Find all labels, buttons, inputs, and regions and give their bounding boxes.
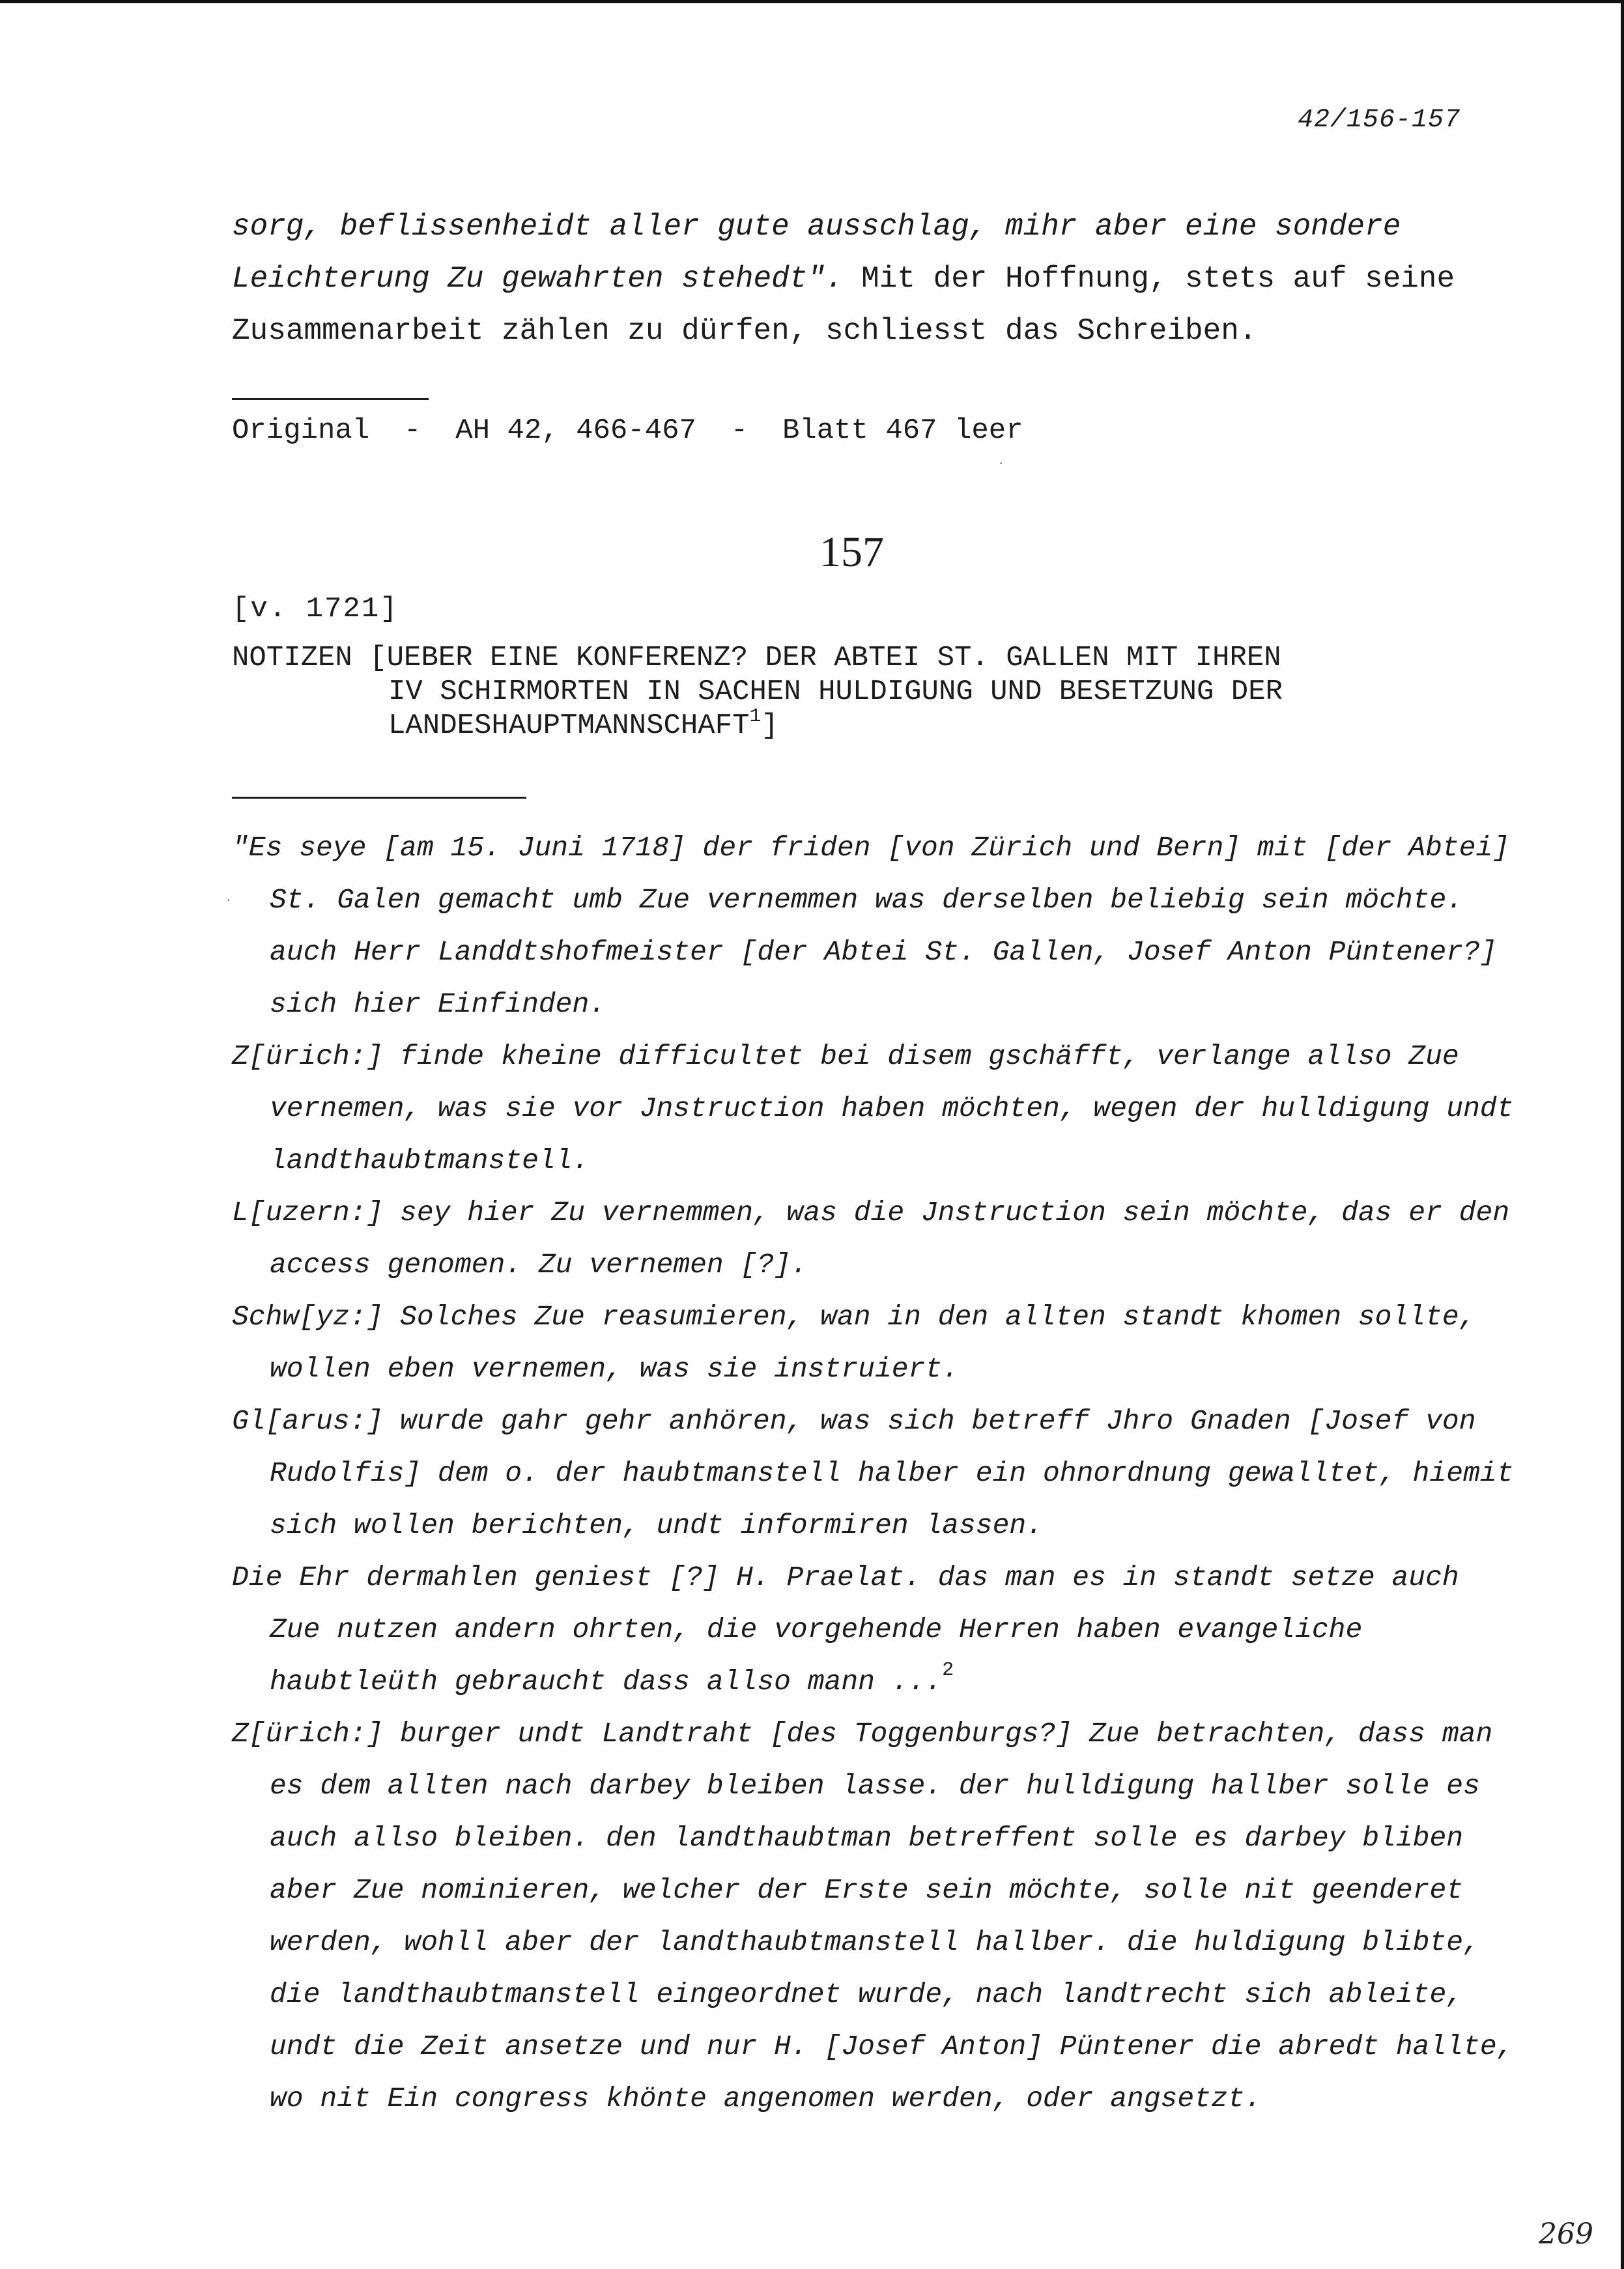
note-footnote-ref: 2	[942, 1659, 954, 1681]
heading-footnote-ref: 1	[749, 706, 762, 728]
archive-stamp: 269	[1539, 2218, 1593, 2251]
note-entry-text: Z[ürich:] finde kheine difficultet bei disem gschäfft, verlange allso Zue vernemen, was sie vor Jnstruction haben möchten, wegen der hulldigung undt landthaubtmanstell.	[232, 1040, 1514, 1177]
document-heading	[232, 641, 1535, 743]
note-entry-extra	[232, 1552, 1522, 1708]
continuation-summary: Mit der Hoffnung, stets auf seine Zusammenarbeit zählen zu dürfen, schliesst das Schreiben.	[232, 262, 1455, 348]
note-entry-text: Z[ürich:] burger undt Landtraht [des Toggenburgs?] Zue betrachten, dass man es dem allten nach darbey bleiben lasse. der hulldigung hallber solle es auch allso bleiben. den landthaubtman betreffent solle es darbey bliben aber Zue nominieren, welcher der Erste sein möchte, solle nit geenderet werden, wohll aber der landthaubtmanstell hallber. die huldigung blibte, die landthaubtmanstell eingeordnet wurde, nach landtrecht sich ableite, undt die Zeit ansetze und nur H. [Josef Anton] Püntener die abredt hallte, wo nit Ein congress khönte angenomen werden, oder angsetzt.	[232, 1718, 1514, 2115]
note-entry-zurich	[232, 1031, 1522, 1187]
heading-line-3	[232, 706, 1535, 743]
note-entry-text: L[uzern:] sey hier Zu vernemmen, was die Jnstruction sein möchte, das er den access genomen. Zu vernemen [?].	[232, 1197, 1510, 1281]
document-date: [v. 1721]	[232, 593, 399, 625]
note-entry-zurich-2	[232, 1708, 1522, 2125]
note-entry-schwyz	[232, 1291, 1522, 1395]
heading-line-3-text: LANDESHAUPTMANNSCHAFT	[388, 709, 750, 742]
source-rule	[232, 398, 429, 400]
note-entry-intro	[232, 822, 1522, 1031]
note-entry-text: Gl[arus:] wurde gahr gehr anhören, was sich betreff Jhro Gnaden [Josef von Rudolfis] dem o. der haubtmanstell halber ein ohnordnung gewalltet, hiemit sich wollen berichten, undt informiren lassen.	[232, 1405, 1514, 1541]
heading-line-1: NOTIZEN [UEBER EINE KONFERENZ? DER ABTEI ST. GALLEN MIT IHREN	[232, 642, 1281, 674]
scan-border-right	[1621, 0, 1624, 2269]
page-reference: 42/156-157	[1298, 106, 1461, 135]
scan-mark-2: .	[225, 892, 232, 904]
heading-close-bracket: ]	[761, 709, 778, 742]
scan-mark: ·	[998, 457, 1004, 469]
document-number: 157	[819, 528, 884, 576]
continuation-paragraph	[232, 201, 1502, 357]
note-entry-text: "Es seye [am 15. Juni 1718] der friden [von Zürich und Bern] mit [der Abtei] St. Galen gemacht umb Zue vernemmen was derselben beliebig sein möchte. auch Herr Landdtshofmeister [der Abtei St. Gallen, Josef Anton Püntener?] sich hier Einfinden.	[232, 832, 1510, 1020]
source-line: Original - AH 42, 466-467 - Blatt 467 leer	[232, 414, 1023, 447]
scan-border-top	[0, 0, 1624, 3]
note-entry-text: Schw[yz:] Solches Zue reasumieren, wan in den allten standt khomen sollte, wollen eben vernemen, was sie instruiert.	[232, 1301, 1476, 1385]
heading-line-2: IV SCHIRMORTEN IN SACHEN HULDIGUNG UND BESETZUNG DER	[388, 676, 1283, 708]
note-entry-luzern	[232, 1187, 1522, 1291]
note-entry-extra-text: Die Ehr dermahlen geniest [?] H. Praelat. das man es in standt setze auch Zue nutzen andern ohrten, die vorgehende Herren haben evangeliche haubtleüth gebraucht dass allso mann ...	[232, 1562, 1459, 1698]
heading-rule	[232, 797, 526, 799]
note-entry-glarus	[232, 1395, 1522, 1708]
protocol-notes	[232, 822, 1522, 2125]
continuation-quote: sorg, beflissenheidt aller gute ausschlag, mihr aber eine sondere Leichterung Zu gewahrten stehedt".	[232, 210, 1401, 296]
